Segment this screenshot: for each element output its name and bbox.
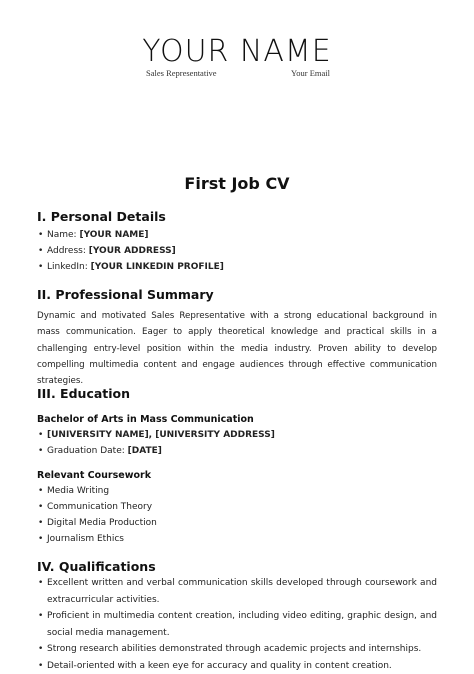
list-item: • Excellent written and verbal communication skills developed through coursework and extracurricular activities. <box>37 575 437 608</box>
coursework-heading: Relevant Coursework <box>37 470 151 481</box>
section-heading-summary: II. Professional Summary <box>37 287 214 302</box>
job-role: Sales Representative <box>146 68 217 78</box>
header-subline <box>146 68 330 80</box>
document-title: First Job CV <box>0 174 474 193</box>
item-value: [YOUR LINKEDIN PROFILE] <box>91 262 224 272</box>
qualifications-list <box>37 575 437 674</box>
list-item <box>37 243 224 259</box>
list-item: • Media Writing <box>37 483 157 499</box>
item-label: Graduation Date: <box>47 446 125 456</box>
list-item <box>37 443 275 459</box>
education-details-list <box>37 427 275 459</box>
item-value: [YOUR NAME] <box>79 230 148 240</box>
list-item: • Journalism Ethics <box>37 531 157 547</box>
coursework-list <box>37 483 157 547</box>
list-item: • Communication Theory <box>37 499 157 515</box>
item-label: LinkedIn: <box>47 262 88 272</box>
list-item: • Strong research abilities demonstrated through academic projects and internships. <box>37 641 437 658</box>
list-item <box>37 227 224 243</box>
item-label: Name: <box>47 230 77 240</box>
list-item <box>37 427 275 443</box>
list-item: • Digital Media Production <box>37 515 157 531</box>
item-label: Address: <box>47 246 86 256</box>
list-item <box>37 259 224 275</box>
section-heading-education: III. Education <box>37 386 130 401</box>
list-item: • Proficient in multimedia content creation, including video editing, graphic design, and social media management. <box>37 608 437 641</box>
degree-title: Bachelor of Arts in Mass Communication <box>37 414 254 425</box>
section-heading-personal: I. Personal Details <box>37 209 166 224</box>
item-value: [DATE] <box>128 446 162 456</box>
section-heading-qualifications: IV. Qualifications <box>37 559 156 574</box>
list-item: • Detail-oriented with a keen eye for accuracy and quality in content creation. <box>37 658 437 674</box>
summary-paragraph: Dynamic and motivated Sales Representative with a strong educational background in mass communication. Eager to apply theoretical knowledge and practical skills in a challenging entry-level position within the media industry. Proven ability to develop compelling multimedia content and engage audiences through effective communication strategies. <box>37 308 437 389</box>
item-value: [UNIVERSITY NAME], [UNIVERSITY ADDRESS] <box>47 430 275 440</box>
item-value: [YOUR ADDRESS] <box>89 246 176 256</box>
personal-details-list <box>37 227 224 275</box>
email-placeholder: Your Email <box>291 68 330 78</box>
candidate-name: YOUR NAME <box>0 34 474 69</box>
